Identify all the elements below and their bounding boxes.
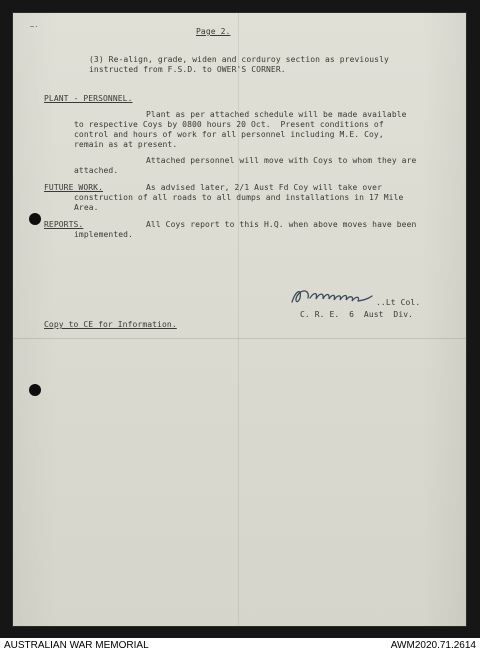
signature-title: C. R. E. 6 Aust Div.	[300, 310, 414, 319]
future-line3: Area.	[74, 203, 99, 212]
copy-note: Copy to CE for Information.	[44, 320, 177, 329]
handwritten-signature	[288, 284, 378, 308]
vertical-crease	[238, 12, 239, 627]
plant-p2-line2: attached.	[74, 166, 119, 175]
fold-line	[12, 338, 467, 339]
reports-heading: REPORTS.	[44, 220, 84, 229]
plant-p1-line4: remain as at present.	[74, 140, 178, 149]
item3-line2: instructed from F.S.D. to OWER'S CORNER.	[89, 65, 286, 74]
punch-hole-top	[29, 213, 41, 225]
footer-institution: AUSTRALIAN WAR MEMORIAL	[4, 640, 149, 651]
signature-rank: ..Lt Col.	[376, 298, 421, 307]
item3-line1: (3) Re-align, grade, widen and corduroy section as previously	[89, 55, 389, 64]
plant-p1-line1: Plant as per attached schedule will be made available	[146, 110, 407, 119]
future-line2: construction of all roads to all dumps and installations in 17 Mile	[74, 193, 404, 202]
footer-reference: AWM2020.71.2614	[390, 640, 476, 651]
reports-line2: implemented.	[74, 230, 133, 239]
punch-hole-bottom	[29, 384, 41, 396]
plant-p2-line1: Attached personnel will move with Coys to whom they are	[146, 156, 417, 165]
reports-line1: All Coys report to this H.Q. when above moves have been	[146, 220, 417, 229]
plant-p1-line3: control and hours of work for all personnel including M.E. Coy,	[74, 130, 384, 139]
plant-p1-line2: to respective Coys by 0800 hours 20 Oct. Present conditions of	[74, 120, 384, 129]
plant-personnel-heading: PLANT - PERSONNEL.	[44, 94, 133, 103]
archive-footer	[0, 638, 480, 653]
future-work-heading: FUTURE WORK.	[44, 183, 103, 192]
pencil-mark: ~·	[30, 23, 39, 31]
future-line1: As advised later, 2/1 Aust Fd Coy will take over	[146, 183, 382, 192]
page-heading: Page 2.	[196, 27, 231, 36]
